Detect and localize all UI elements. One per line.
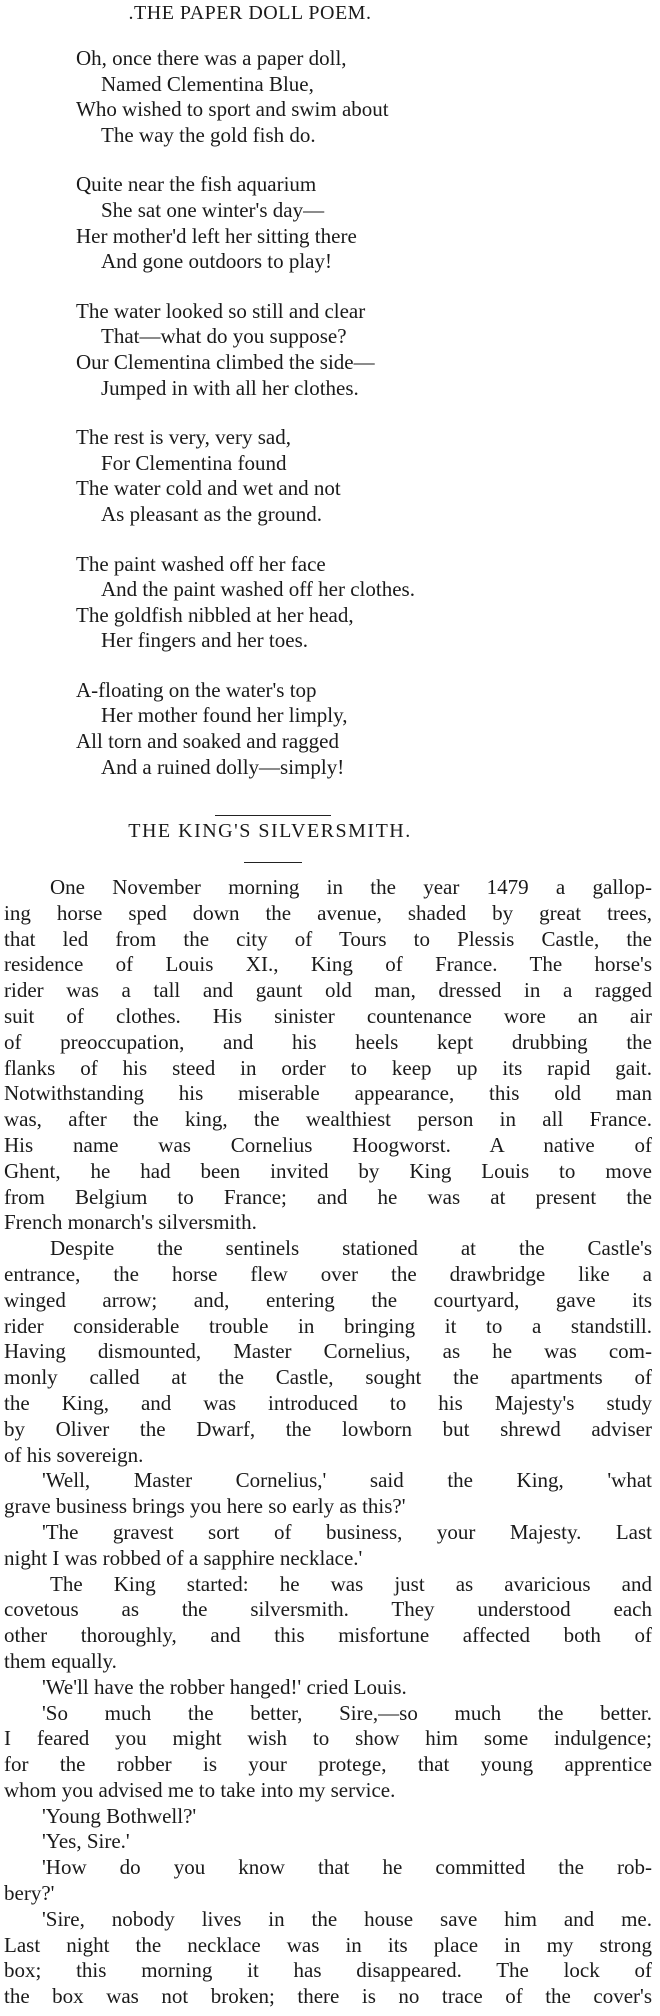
story-line: French monarch's silversmith. [4, 1210, 257, 1235]
story-line: whom you advised me to take into my service. [4, 1777, 396, 1802]
story-line: by Oliver the Dwarf, the lowborn but shrewd adviser [4, 1416, 652, 1441]
poem-line: That—what do you suppose? [101, 324, 347, 349]
story-line: flanks of his steed in order to keep up its rapid gait. [4, 1055, 652, 1080]
poem-line: The water cold and wet and not [76, 476, 341, 501]
story-line: bery?' [4, 1881, 55, 1906]
poem-title: .THE PAPER DOLL POEM. [128, 2, 372, 24]
story-line: the box was not broken; there is no trace of the cover's [4, 1984, 652, 2009]
poem-line: And the paint washed off her clothes. [101, 577, 415, 602]
story-line: grave business brings you here so early as this?' [4, 1494, 406, 1519]
story-line: 'The gravest sort of business, your Majesty. Last [42, 1519, 652, 1544]
story-line: 'How do you know that he committed the rob- [42, 1855, 652, 1880]
story-line: residence of Louis XI., King of France. The horse's [4, 952, 652, 977]
story-line: of his sovereign. [4, 1442, 144, 1467]
story-line: winged arrow; and, entering the courtyard, gave its [4, 1287, 652, 1312]
story-line: His name was Cornelius Hoogworst. A native of [4, 1132, 652, 1157]
story-line: I feared you might wish to show him some indulgence; [4, 1726, 652, 1751]
story-line: 'Sire, nobody lives in the house save him and me. [42, 1906, 652, 1931]
story-line: other thoroughly, and this misfortune affected both of [4, 1623, 652, 1648]
story-line: Notwithstanding his miserable appearance, this old man [4, 1081, 652, 1106]
poem-line: As pleasant as the ground. [101, 501, 323, 526]
divider-rule [244, 862, 302, 863]
poem-line: For Clementina found [101, 450, 287, 475]
story-line: ing horse sped down the avenue, shaded by great trees, [4, 900, 652, 925]
poem-line: Her mother found her limply, [101, 703, 348, 728]
story-line: for the robber is your protege, that young apprentice [4, 1752, 652, 1777]
story-line: suit of clothes. His sinister countenance wore an air [4, 1003, 652, 1028]
poem-line: The water looked so still and clear [76, 298, 366, 323]
story-line: that led from the city of Tours to Plessis Castle, the [4, 926, 652, 951]
poem-line: The way the gold fish do. [101, 122, 316, 147]
story-line: 'Well, Master Cornelius,' said the King, 'what [42, 1468, 652, 1493]
story-body [4, 875, 652, 2010]
poem-line: Her mother'd left her sitting there [76, 223, 357, 248]
poem-stanza [76, 552, 576, 654]
poem-line: Jumped in with all her clothes. [101, 375, 359, 400]
story-line: the King, and was introduced to his Majesty's study [4, 1390, 652, 1415]
story-line: was, after the king, the wealthiest person in all France. [4, 1107, 652, 1132]
poem-line: Our Clementina climbed the side— [76, 349, 375, 374]
poem-line: The goldfish nibbled at her head, [76, 602, 354, 627]
poem-stanza [76, 299, 576, 401]
story-line: Last night the necklace was in its place in my strong [4, 1932, 652, 1957]
poem-line: Her fingers and her toes. [101, 628, 309, 653]
story-line: 'We'll have the robber hanged!' cried Louis. [42, 1674, 407, 1699]
poem-line: Named Clementina Blue, [101, 71, 314, 96]
story-line: them equally. [4, 1648, 117, 1673]
story-line: The King started: he was just as avaricious and [50, 1571, 652, 1596]
story-line: rider was a tall and gaunt old man, dressed in a ragged [4, 978, 652, 1003]
story-line: entrance, the horse flew over the drawbridge like a [4, 1261, 652, 1286]
poem-stanza [76, 425, 576, 527]
poem-line: A-floating on the water's top [76, 677, 317, 702]
poem-line: And gone outdoors to play! [101, 249, 332, 274]
poem-line: Oh, once there was a paper doll, [76, 46, 347, 70]
divider-rule [215, 815, 331, 816]
story-line: monly called at the Castle, sought the apartments of [4, 1365, 652, 1390]
poem-line: Quite near the fish aquarium [76, 172, 317, 197]
poem-line: She sat one winter's day— [101, 197, 325, 222]
poem-line: The paint washed off her face [76, 551, 326, 576]
story-line: Having dismounted, Master Cornelius, as he was com- [4, 1339, 652, 1364]
story-line: of preoccupation, and his heels kept drubbing the [4, 1029, 652, 1054]
story-line: Ghent, he had been invited by King Louis to move [4, 1158, 652, 1183]
story-line: box; this morning it has disappeared. The lock of [4, 1958, 652, 1983]
poem-body [76, 46, 576, 804]
story-line: night I was robbed of a sapphire necklace.' [4, 1545, 363, 1570]
poem-stanza [76, 678, 576, 780]
story-line: rider considerable trouble in bringing it to a standstill. [4, 1313, 652, 1338]
story-line: covetous as the silversmith. They understood each [4, 1597, 652, 1622]
poem-line: Who wished to sport and swim about [76, 97, 389, 122]
poem-line: The rest is very, very sad, [76, 425, 291, 450]
story-title: THE KING'S SILVERSMITH. [128, 820, 412, 842]
poem-stanza [76, 172, 576, 274]
story-line: from Belgium to France; and he was at present the [4, 1184, 652, 1209]
story-line: Despite the sentinels stationed at the Castle's [50, 1236, 652, 1261]
poem-stanza [76, 46, 576, 148]
poem-line: All torn and soaked and ragged [76, 729, 340, 754]
story-line: 'Yes, Sire.' [42, 1829, 130, 1854]
story-line: One November morning in the year 1479 a gallop- [50, 875, 652, 899]
poem-line: And a ruined dolly—simply! [101, 754, 345, 779]
story-line: 'Young Bothwell?' [42, 1803, 197, 1828]
story-line: 'So much the better, Sire,—so much the better. [42, 1700, 652, 1725]
